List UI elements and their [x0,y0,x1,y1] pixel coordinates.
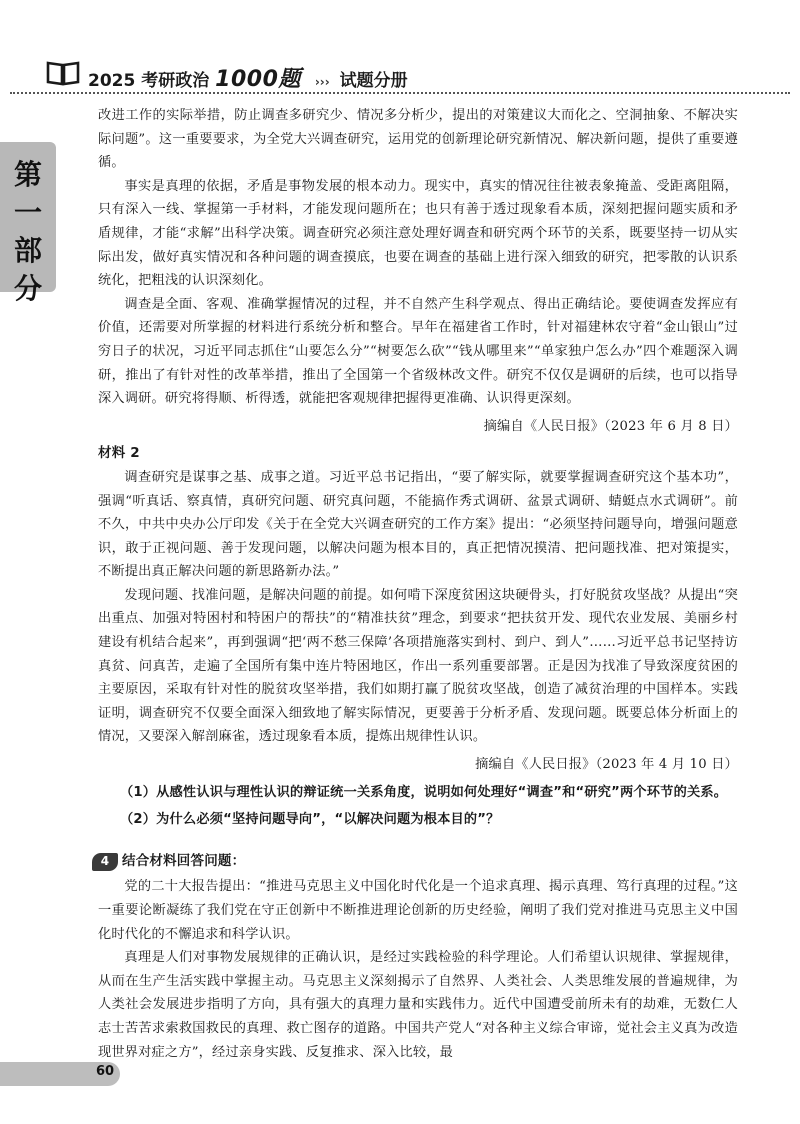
page-header [0,0,800,96]
material2-source: 摘编自《人民日报》（2023 年 4 月 10 日） [475,757,738,773]
task4-paragraph: 党的二十大报告提出：“推进马克思主义中国化时代化是一个追求真理、揭示真理、笃行真理的过程。”这一重要论断凝练了我们党在守正创新中不断推进理论创新的历史经验，阐明了我们党对推进马克思主义中国化时代化的不懈追求和科学认识。 [98,879,738,942]
material2-paragraph: 调查研究是谋事之基、成事之道。习近平总书记指出，“要了解实际，就要掌握调查研究这个基本功”，强调“听真话、察真情，真研究问题、研究真问题，不能搞作秀式调研、盆景式调研、蜻蜓点水式调研”。前不久，中共中央办公厅印发《关于在全党大兴调查研究的工作方案》提出：“必须坚持问题导向，增强问题意识，敢于正视问题、善于发现问题，以解决问题为根本目的，真正把情况摸清、把问题找准、把对策提实，不断提出真正解决问题的新思路新办法。” [98,469,738,580]
title-year: 2025 [88,71,136,91]
section-tab-label: 第一部分 [13,158,42,305]
page-content [98,104,738,1064]
page-number: 60 [96,1064,115,1079]
material1-source: 摘编自《人民日报》（2023 年 6 月 8 日） [483,418,738,434]
material2-paragraph: 发现问题、找准问题，是解决问题的前提。如何啃下深度贫困这块硬骨头，打好脱贫攻坚战？从提出“突出重点、加强对特困村和特困户的帮扶”的“精准扶贫”理念，到要求“把扶贫开发、现代农业发展、美丽乡村建设有机结合起来”，再到强调“把‘两不愁三保障’各项措施落实到村、到户、到人”……习近平总书记坚持访真贫、问真苦，走遍了全国所有集中连片特困地区，作出一系列重要部署。正是因为找准了导致深度贫困的主要原因，采取有针对性的脱贫攻坚举措，我们如期打赢了脱贫攻坚战，创造了减贫治理的中国样本。实践证明，调查研究不仅要全面深入细致地了解实际情况，更要善于分析矛盾、发现问题。既要总体分析面上的情况，又要深入解剖麻雀，透过现象看本质，提炼出规律性认识。 [98,587,738,745]
title-volume: 试题分册 [339,71,408,91]
material1-paragraph: 改进工作的实际举措，防止调查多研究少、情况多分析少，提出的对策建议大而化之、空洞抽象、不解决实际问题”。这一重要要求，为全党大兴调查研究，运用党的创新理论研究新情况、解决新问题，提供了重要遵循。 [98,108,738,171]
task-4-heading [98,850,738,874]
title-unit: 题 [278,67,301,92]
task-4-title: 结合材料回答问题： [122,852,246,869]
material2-label: 材料 2 [98,445,140,462]
header-divider [10,92,790,94]
title-arrows: ››› [314,75,330,89]
question-2: （2）为什么必须“坚持问题导向”，“以解决问题为根本目的”？ [120,812,500,828]
task4-paragraph: 真理是人们对事物发展规律的正确认识，是经过实践检验的科学理论。人们希望认识规律、掌握规律，从而在生产生活实践中掌握主动。马克思主义深刻揭示了自然界、人类社会、人类思维发展的普遍规律，为人类社会发展进步指明了方向，具有强大的真理力量和实践伟力。近代中国遭受前所未有的劫难，无数仁人志士苦苦求索救国救民的真理、救亡图存的道路。中国共产党人“对各种主义综合审谛，觉社会主义真为改造现世界对症之方”，经过亲身实践、反复推求、深入比较，最 [98,950,738,1060]
open-book-icon [46,60,80,86]
book-title [88,62,408,93]
question-1: （1）从感性认识与理性认识的辩证统一关系角度，说明如何处理好“调查”和“研究”两个环节的关系。 [120,784,728,800]
title-count: 1000 [215,67,279,92]
material1-paragraph: 事实是真理的依据，矛盾是事物发展的根本动力。现实中，真实的情况往往被表象掩盖、受距离阻隔，只有深入一线、掌握第一手材料，才能发现问题所在；也只有善于透过现象看本质，深刻把握问题实质和矛盾规律，才能“求解”出科学决策。调查研究必须注意处理好调查和研究两个环节的关系，既要坚持一切从实际出发，做好真实情况和各种问题的调查摸底，也要在调查的基础上进行深入细致的研究，把零散的认识系统化，把粗浅的认识深刻化。 [98,178,738,289]
title-series: 考研政治 [141,71,210,91]
section-tab [0,142,56,305]
question-number-badge: 4 [92,853,118,871]
material1-paragraph: 调查是全面、客观、准确掌握情况的过程，并不自然产生科学观点、得出正确结论。要使调查发挥应有价值，还需要对所掌握的材料进行系统分析和整合。早年在福建省工作时，针对福建林农守着“金山银山”过穷日子的状况，习近平同志抓住“山要怎么分”“树要怎么砍”“钱从哪里来”“单家独户怎么办”四个难题深入调研，推出了有针对性的改革举措，推出了全国第一个省级林改文件。研究不仅仅是调研的后续，也可以指导深入调研。研究将得顺、析得透，就能把客观规律把握得更准确、认识得更深刻。 [98,296,738,407]
